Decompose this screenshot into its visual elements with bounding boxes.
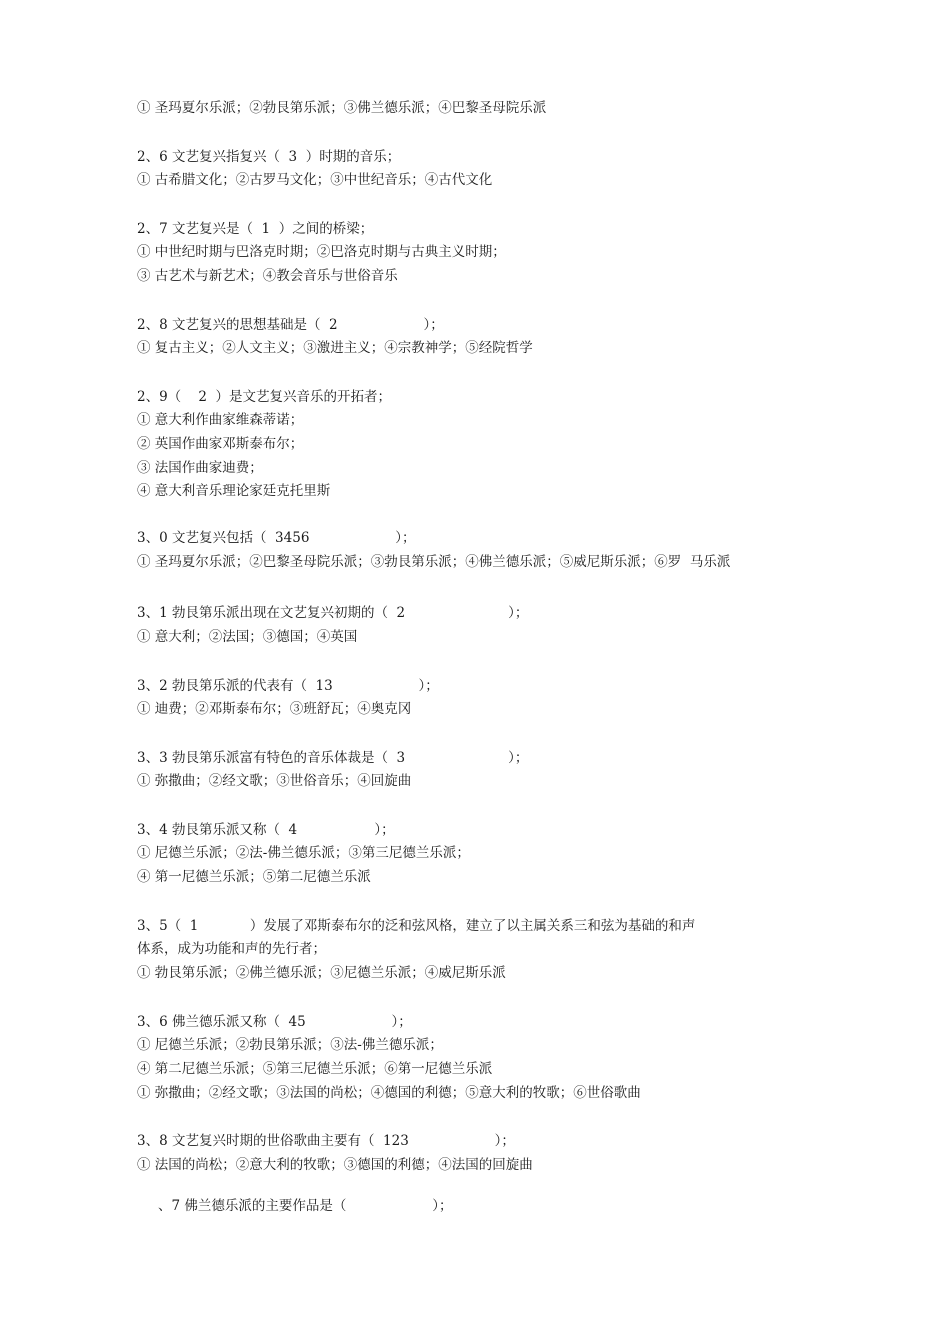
question-line: 3、8 文艺复兴时期的世俗歌曲主要有（ 123 ）； [137,1133,515,1149]
question-line: 2、6 文艺复兴指复兴（ 3 ）时期的音乐； [137,149,401,165]
option-line: ③ 法国作曲家迪费； [137,460,263,476]
option-line: ① 勃艮第乐派；②佛兰德乐派；③尼德兰乐派；④威尼斯乐派 [137,965,506,981]
option-line: ① 圣玛夏尔乐派；②勃艮第乐派；③佛兰德乐派；④巴黎圣母院乐派 [137,100,547,116]
question-line: 、7 佛兰德乐派的主要作品是（ ）； [158,1198,453,1214]
question-line: 3、2 勃艮第乐派的代表有（ 13 ）； [137,678,439,694]
option-line: ① 尼德兰乐派；②法-佛兰德乐派；③第三尼德兰乐派； [137,845,470,861]
question-line: 3、3 勃艮第乐派富有特色的音乐体裁是（ 3 ）； [137,750,529,766]
option-line: ③ 古艺术与新艺术；④教会音乐与世俗音乐 [137,268,398,284]
option-line: ① 古希腊文化；②古罗马文化；③中世纪音乐；④古代文化 [137,172,493,188]
option-line: ① 弥撒曲；②经文歌；③世俗音乐；④回旋曲 [137,773,412,789]
option-line: ① 迪费；②邓斯泰布尔；③班舒瓦；④奥克冈 [137,701,412,717]
option-line: ① 意大利作曲家维森蒂诺； [137,412,304,428]
question-line: 2、8 文艺复兴的思想基础是（ 2 ）； [137,317,444,333]
option-line: ① 意大利；②法国；③德国；④英国 [137,629,358,645]
option-line: ① 法国的尚松；②意大利的牧歌；③德国的利德；④法国的回旋曲 [137,1157,533,1173]
question-line: 3、4 勃艮第乐派又称（ 4 ）； [137,822,395,838]
option-line: ① 弥撒曲；②经文歌；③法国的尚松；④德国的利德；⑤意大利的牧歌；⑥世俗歌曲 [137,1085,641,1101]
option-line: ① 复古主义；②人文主义；③激进主义；④宗教神学；⑤经院哲学 [137,340,533,356]
option-line: ④ 意大利音乐理论家廷克托里斯 [137,483,331,499]
option-line: ④ 第二尼德兰乐派；⑤第三尼德兰乐派；⑥第一尼德兰乐派 [137,1061,493,1077]
option-line: ① 圣玛夏尔乐派；②巴黎圣母院乐派；③勃艮第乐派；④佛兰德乐派；⑤威尼斯乐派；⑥罗 马乐派 [137,554,731,570]
option-line: ④ 第一尼德兰乐派；⑤第二尼德兰乐派 [137,869,371,885]
question-line: 3、6 佛兰德乐派又称（ 45 ）； [137,1014,412,1030]
option-line: ① 中世纪时期与巴洛克时期；②巴洛克时期与古典主义时期； [137,244,506,260]
question-line: 3、1 勃艮第乐派出现在文艺复兴初期的（ 2 ）； [137,605,529,621]
question-line: 2、7 文艺复兴是（ 1 ）之间的桥梁； [137,221,374,237]
option-line: ② 英国作曲家邓斯泰布尔； [137,436,304,452]
question-line: 3、0 文艺复兴包括（ 3456 ）； [137,530,416,546]
option-line: ① 尼德兰乐派；②勃艮第乐派；③法-佛兰德乐派； [137,1037,443,1053]
question-continuation: 体系，成为功能和声的先行者； [137,941,326,957]
question-line: 3、5（ 1 ）发展了邓斯泰布尔的泛和弦风格，建立了以主属关系三和弦为基础的和声 [137,918,696,934]
question-line: 2、9（ 2 ）是文艺复兴音乐的开拓者； [137,389,392,405]
